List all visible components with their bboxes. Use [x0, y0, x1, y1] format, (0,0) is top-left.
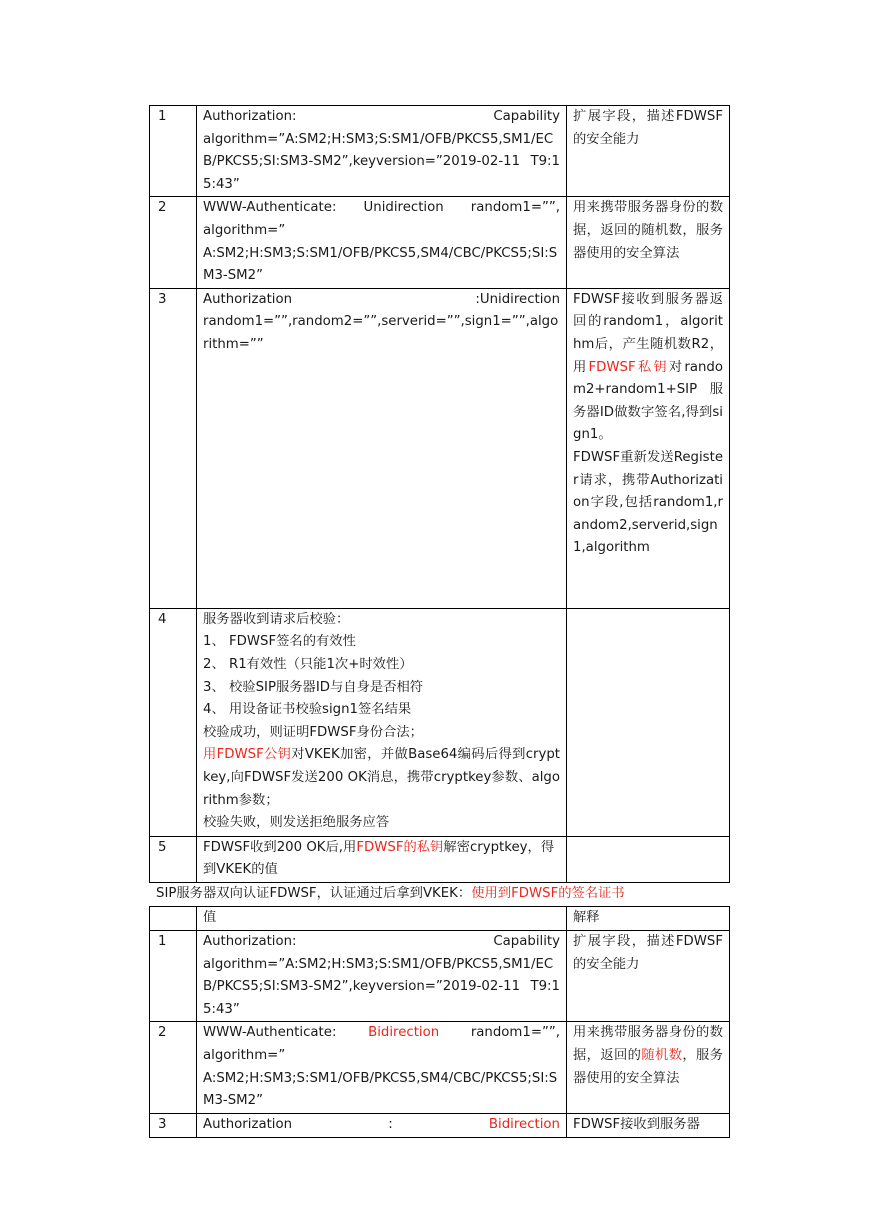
- section-caption: [156, 883, 625, 905]
- table-row: [150, 197, 730, 288]
- explain-text: FDWSF接收到服务器返回的random1，algorithm后，产生随机数R2，用: [573, 291, 723, 375]
- row-number: 1: [150, 106, 197, 197]
- value-text: random1=””,random2=””,serverid=””,sign1=””,algorithm=””: [203, 314, 559, 352]
- value-text: random1=””,: [470, 1025, 560, 1041]
- value-text: FDWSF收到200 OK后,用: [203, 839, 357, 855]
- value-cell: [197, 197, 567, 288]
- check-line: 校验失败，则发送拒绝服务应答: [203, 815, 390, 831]
- value-highlight: Bidirection: [368, 1025, 440, 1041]
- check-line: 3、 校验SIP服务器ID与自身是否相符: [203, 679, 424, 695]
- table-row: [150, 836, 730, 882]
- value-text: Authorization:: [203, 934, 297, 949]
- value-text: algorithm=”A:SM2;H:SM3;S:SM1/OFB/PKCS5,SM1/ECB/PKCS5;SI:SM3-SM2”,keyversion=”2019-02-11 T9:15:43”: [203, 131, 560, 192]
- protocol-table-bidirection: [149, 906, 730, 1138]
- table-row: [150, 106, 730, 197]
- explain-cell: FDWSF接收到服务器: [567, 1114, 730, 1138]
- row-number: 5: [150, 836, 197, 882]
- table-row: [150, 608, 730, 836]
- value-text: Authorization: [203, 1117, 293, 1133]
- value-cell: [197, 1022, 567, 1114]
- table-row: [150, 1114, 730, 1138]
- check-line: 1、 FDWSF签名的有效性: [203, 634, 356, 650]
- value-text: :: [388, 1117, 393, 1133]
- table-row: [150, 288, 730, 608]
- value-text: Capability: [493, 934, 560, 949]
- check-line: 4、 用设备证书校验sign1签名结果: [203, 702, 412, 718]
- explain-cell: [567, 288, 730, 608]
- caption-text: SIP服务器双向认证FDWSF，认证通过后拿到VKEK：: [156, 886, 472, 901]
- value-text: WWW-Authenticate:: [203, 200, 337, 216]
- explain-cell: 用来携带服务器身份的数据，返回的随机数，服务器使用的安全算法: [567, 197, 730, 288]
- value-text: algorithm=” A:SM2;H:SM3;S:SM1/OFB/PKCS5,SM4/CBC/PKCS5;SI:SM3-SM2”: [203, 1047, 558, 1109]
- row-number: 2: [150, 1022, 197, 1114]
- explain-highlight: 随机数: [641, 1047, 683, 1063]
- explain-text: 对random2+random1+SIP服务器ID做数字签名,得到sign1。: [573, 359, 724, 443]
- value-text: Authorization:: [203, 109, 297, 124]
- value-text: 解密cryptkey，得到VKEK的值: [203, 839, 555, 878]
- table-row: [150, 1022, 730, 1114]
- check-line: 服务器收到请求后校验：: [203, 611, 350, 627]
- explain-cell: [567, 608, 730, 836]
- value-text: WWW-Authenticate:: [203, 1025, 337, 1041]
- row-number: 4: [150, 608, 197, 836]
- check-line: 2、 R1有效性（只能1次+时效性）: [203, 656, 413, 672]
- caption-highlight: 使用到FDWSF的签名证书: [471, 886, 625, 901]
- explain-text: FDWSF重新发送Register请求，携带Authorization字段,包括random1,random2,serverid,sign1,algorithm: [573, 449, 723, 556]
- protocol-table-unidirection: [149, 105, 730, 883]
- table-row: [150, 931, 730, 1022]
- row-number: 1: [150, 931, 197, 1022]
- row-number: 2: [150, 197, 197, 288]
- value-highlight: FDWSF的私钥: [356, 839, 444, 855]
- row-number: 3: [150, 288, 197, 608]
- header-value: 值: [197, 907, 567, 931]
- explain-cell: 扩展字段，描述FDWSF的安全能力: [567, 931, 730, 1022]
- value-cell: [197, 931, 567, 1022]
- explain-text: ，服务器使用的安全算法: [573, 1047, 724, 1086]
- value-cell: [197, 608, 567, 836]
- header-explain: 解释: [567, 907, 730, 931]
- value-text: algorithm=” A:SM2;H:SM3;S:SM1/OFB/PKCS5,SM4/CBC/PKCS5;SI:SM3-SM2”: [203, 222, 558, 284]
- explain-highlight: FDWSF私钥: [588, 359, 669, 375]
- value-highlight: 用FDWSF公钥: [203, 747, 292, 763]
- explain-cell: 扩展字段，描述FDWSF的安全能力: [567, 106, 730, 197]
- value-text: :Unidirection: [475, 291, 560, 307]
- value-cell: [197, 288, 567, 608]
- value-text: Authorization: [203, 291, 293, 307]
- check-line: 校验成功，则证明FDWSF身份合法；: [203, 724, 423, 740]
- header-num: [150, 907, 197, 931]
- table-header-row: [150, 907, 730, 931]
- value-text: algorithm=”A:SM2;H:SM3;S:SM1/OFB/PKCS5,SM1/ECB/PKCS5;SI:SM3-SM2”,keyversion=”2019-02-11 T9:15:43”: [203, 956, 560, 1017]
- value-highlight: Bidirection: [488, 1117, 560, 1133]
- value-cell: [197, 836, 567, 882]
- explain-cell: [567, 1022, 730, 1114]
- value-cell: [197, 106, 567, 197]
- value-text: random1=””,: [470, 200, 560, 216]
- value-text: Unidirection: [363, 200, 444, 216]
- row-number: 3: [150, 1114, 197, 1138]
- value-text: Capability: [493, 109, 560, 124]
- explain-cell: [567, 836, 730, 882]
- value-cell: [197, 1114, 567, 1138]
- explain-text: 用来携带服务器身份的数据，返回的: [573, 1025, 723, 1063]
- value-text: 对VKEK加密，并做Base64编码后得到cryptkey,向FDWSF发送200 OK消息，携带cryptkey参数、algorithm参数；: [203, 747, 560, 808]
